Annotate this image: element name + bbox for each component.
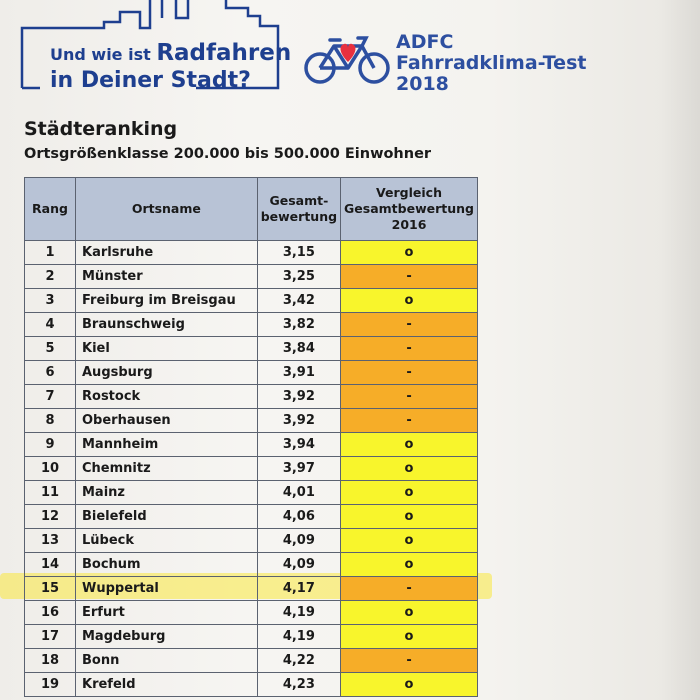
city-name-cell: Freiburg im Breisgau <box>76 289 258 313</box>
slogan <box>50 40 291 94</box>
table-row <box>25 553 478 577</box>
rang-cell: 15 <box>25 577 76 601</box>
rang-cell: 2 <box>25 265 76 289</box>
rang-cell: 17 <box>25 625 76 649</box>
city-name-cell: Kiel <box>76 337 258 361</box>
comparison-cell: - <box>341 337 478 361</box>
score-cell: 4,17 <box>257 577 340 601</box>
score-cell: 3,84 <box>257 337 340 361</box>
city-name-cell: Augsburg <box>76 361 258 385</box>
score-cell: 4,22 <box>257 649 340 673</box>
city-name-cell: Mainz <box>76 481 258 505</box>
score-cell: 4,09 <box>257 529 340 553</box>
table-row <box>25 505 478 529</box>
score-cell: 4,01 <box>257 481 340 505</box>
rang-cell: 16 <box>25 601 76 625</box>
rang-cell: 11 <box>25 481 76 505</box>
table-row <box>25 625 478 649</box>
score-cell: 3,92 <box>257 385 340 409</box>
rang-cell: 3 <box>25 289 76 313</box>
table-row <box>25 337 478 361</box>
comparison-cell: o <box>341 601 478 625</box>
comparison-cell: o <box>341 529 478 553</box>
comparison-cell: - <box>341 385 478 409</box>
header <box>0 0 700 110</box>
score-cell: 4,09 <box>257 553 340 577</box>
city-name-cell: Bonn <box>76 649 258 673</box>
score-cell: 4,06 <box>257 505 340 529</box>
score-cell: 4,23 <box>257 673 340 697</box>
rang-cell: 13 <box>25 529 76 553</box>
table-header-row <box>25 178 478 241</box>
comparison-cell: o <box>341 457 478 481</box>
rang-cell: 7 <box>25 385 76 409</box>
table-row <box>25 481 478 505</box>
comparison-cell: - <box>341 361 478 385</box>
city-name-cell: Bielefeld <box>76 505 258 529</box>
rang-cell: 5 <box>25 337 76 361</box>
city-name-cell: Münster <box>76 265 258 289</box>
rang-cell: 1 <box>25 241 76 265</box>
score-cell: 3,42 <box>257 289 340 313</box>
col-header-ortsname: Ortsname <box>76 178 258 241</box>
col-header-gesamtbewertung: Gesamt- bewertung <box>257 178 340 241</box>
table-row <box>25 529 478 553</box>
table-row <box>25 289 478 313</box>
comparison-cell: o <box>341 625 478 649</box>
score-cell: 3,15 <box>257 241 340 265</box>
score-cell: 3,82 <box>257 313 340 337</box>
score-cell: 4,19 <box>257 601 340 625</box>
table-row <box>25 409 478 433</box>
comparison-cell: - <box>341 577 478 601</box>
score-cell: 3,92 <box>257 409 340 433</box>
city-name-cell: Rostock <box>76 385 258 409</box>
table-row <box>25 673 478 697</box>
rang-cell: 19 <box>25 673 76 697</box>
comparison-cell: o <box>341 481 478 505</box>
comparison-cell: o <box>341 289 478 313</box>
rang-cell: 12 <box>25 505 76 529</box>
table-row <box>25 601 478 625</box>
city-name-cell: Oberhausen <box>76 409 258 433</box>
table-body <box>25 241 478 697</box>
col-header-vergleich: Vergleich Gesamtbewertung 2016 <box>341 178 478 241</box>
city-name-cell: Karlsruhe <box>76 241 258 265</box>
rang-cell: 4 <box>25 313 76 337</box>
table-row <box>25 265 478 289</box>
comparison-cell: o <box>341 553 478 577</box>
table-row <box>25 313 478 337</box>
comparison-cell: o <box>341 673 478 697</box>
table-row <box>25 433 478 457</box>
score-cell: 4,19 <box>257 625 340 649</box>
table-row <box>25 457 478 481</box>
slogan-small: Und wie ist <box>50 45 151 64</box>
city-name-cell: Wuppertal <box>76 577 258 601</box>
score-cell: 3,25 <box>257 265 340 289</box>
table-row <box>25 361 478 385</box>
city-name-cell: Erfurt <box>76 601 258 625</box>
city-name-cell: Mannheim <box>76 433 258 457</box>
score-cell: 3,94 <box>257 433 340 457</box>
city-name-cell: Lübeck <box>76 529 258 553</box>
rang-cell: 14 <box>25 553 76 577</box>
ranking-table <box>24 177 478 697</box>
comparison-cell: o <box>341 433 478 457</box>
rang-cell: 6 <box>25 361 76 385</box>
brand-block <box>396 32 586 95</box>
score-cell: 3,97 <box>257 457 340 481</box>
page-subtitle: Ortsgrößenklasse 200.000 bis 500.000 Einwohner <box>24 146 432 162</box>
page-title: Städteranking <box>24 118 178 140</box>
city-name-cell: Magdeburg <box>76 625 258 649</box>
comparison-cell: - <box>341 313 478 337</box>
comparison-cell: - <box>341 265 478 289</box>
rang-cell: 10 <box>25 457 76 481</box>
slogan-line2: in Deiner Stadt? <box>50 68 251 93</box>
comparison-cell: o <box>341 505 478 529</box>
city-name-cell: Bochum <box>76 553 258 577</box>
slogan-big: Radfahren <box>156 40 292 66</box>
rang-cell: 18 <box>25 649 76 673</box>
comparison-cell: - <box>341 409 478 433</box>
score-cell: 3,91 <box>257 361 340 385</box>
brand-adfc: ADFC <box>396 31 454 53</box>
city-name-cell: Chemnitz <box>76 457 258 481</box>
table-row <box>25 577 478 601</box>
table-row <box>25 241 478 265</box>
brand-year: 2018 <box>396 73 449 95</box>
comparison-cell: o <box>341 241 478 265</box>
table-row <box>25 649 478 673</box>
page-edge-shadow <box>660 0 700 700</box>
table-row <box>25 385 478 409</box>
rang-cell: 8 <box>25 409 76 433</box>
brand-name: Fahrradklima-Test <box>396 52 587 74</box>
city-name-cell: Braunschweig <box>76 313 258 337</box>
rang-cell: 9 <box>25 433 76 457</box>
col-header-rang: Rang <box>25 178 76 241</box>
bicycle-heart-icon <box>302 32 394 86</box>
city-name-cell: Krefeld <box>76 673 258 697</box>
comparison-cell: - <box>341 649 478 673</box>
